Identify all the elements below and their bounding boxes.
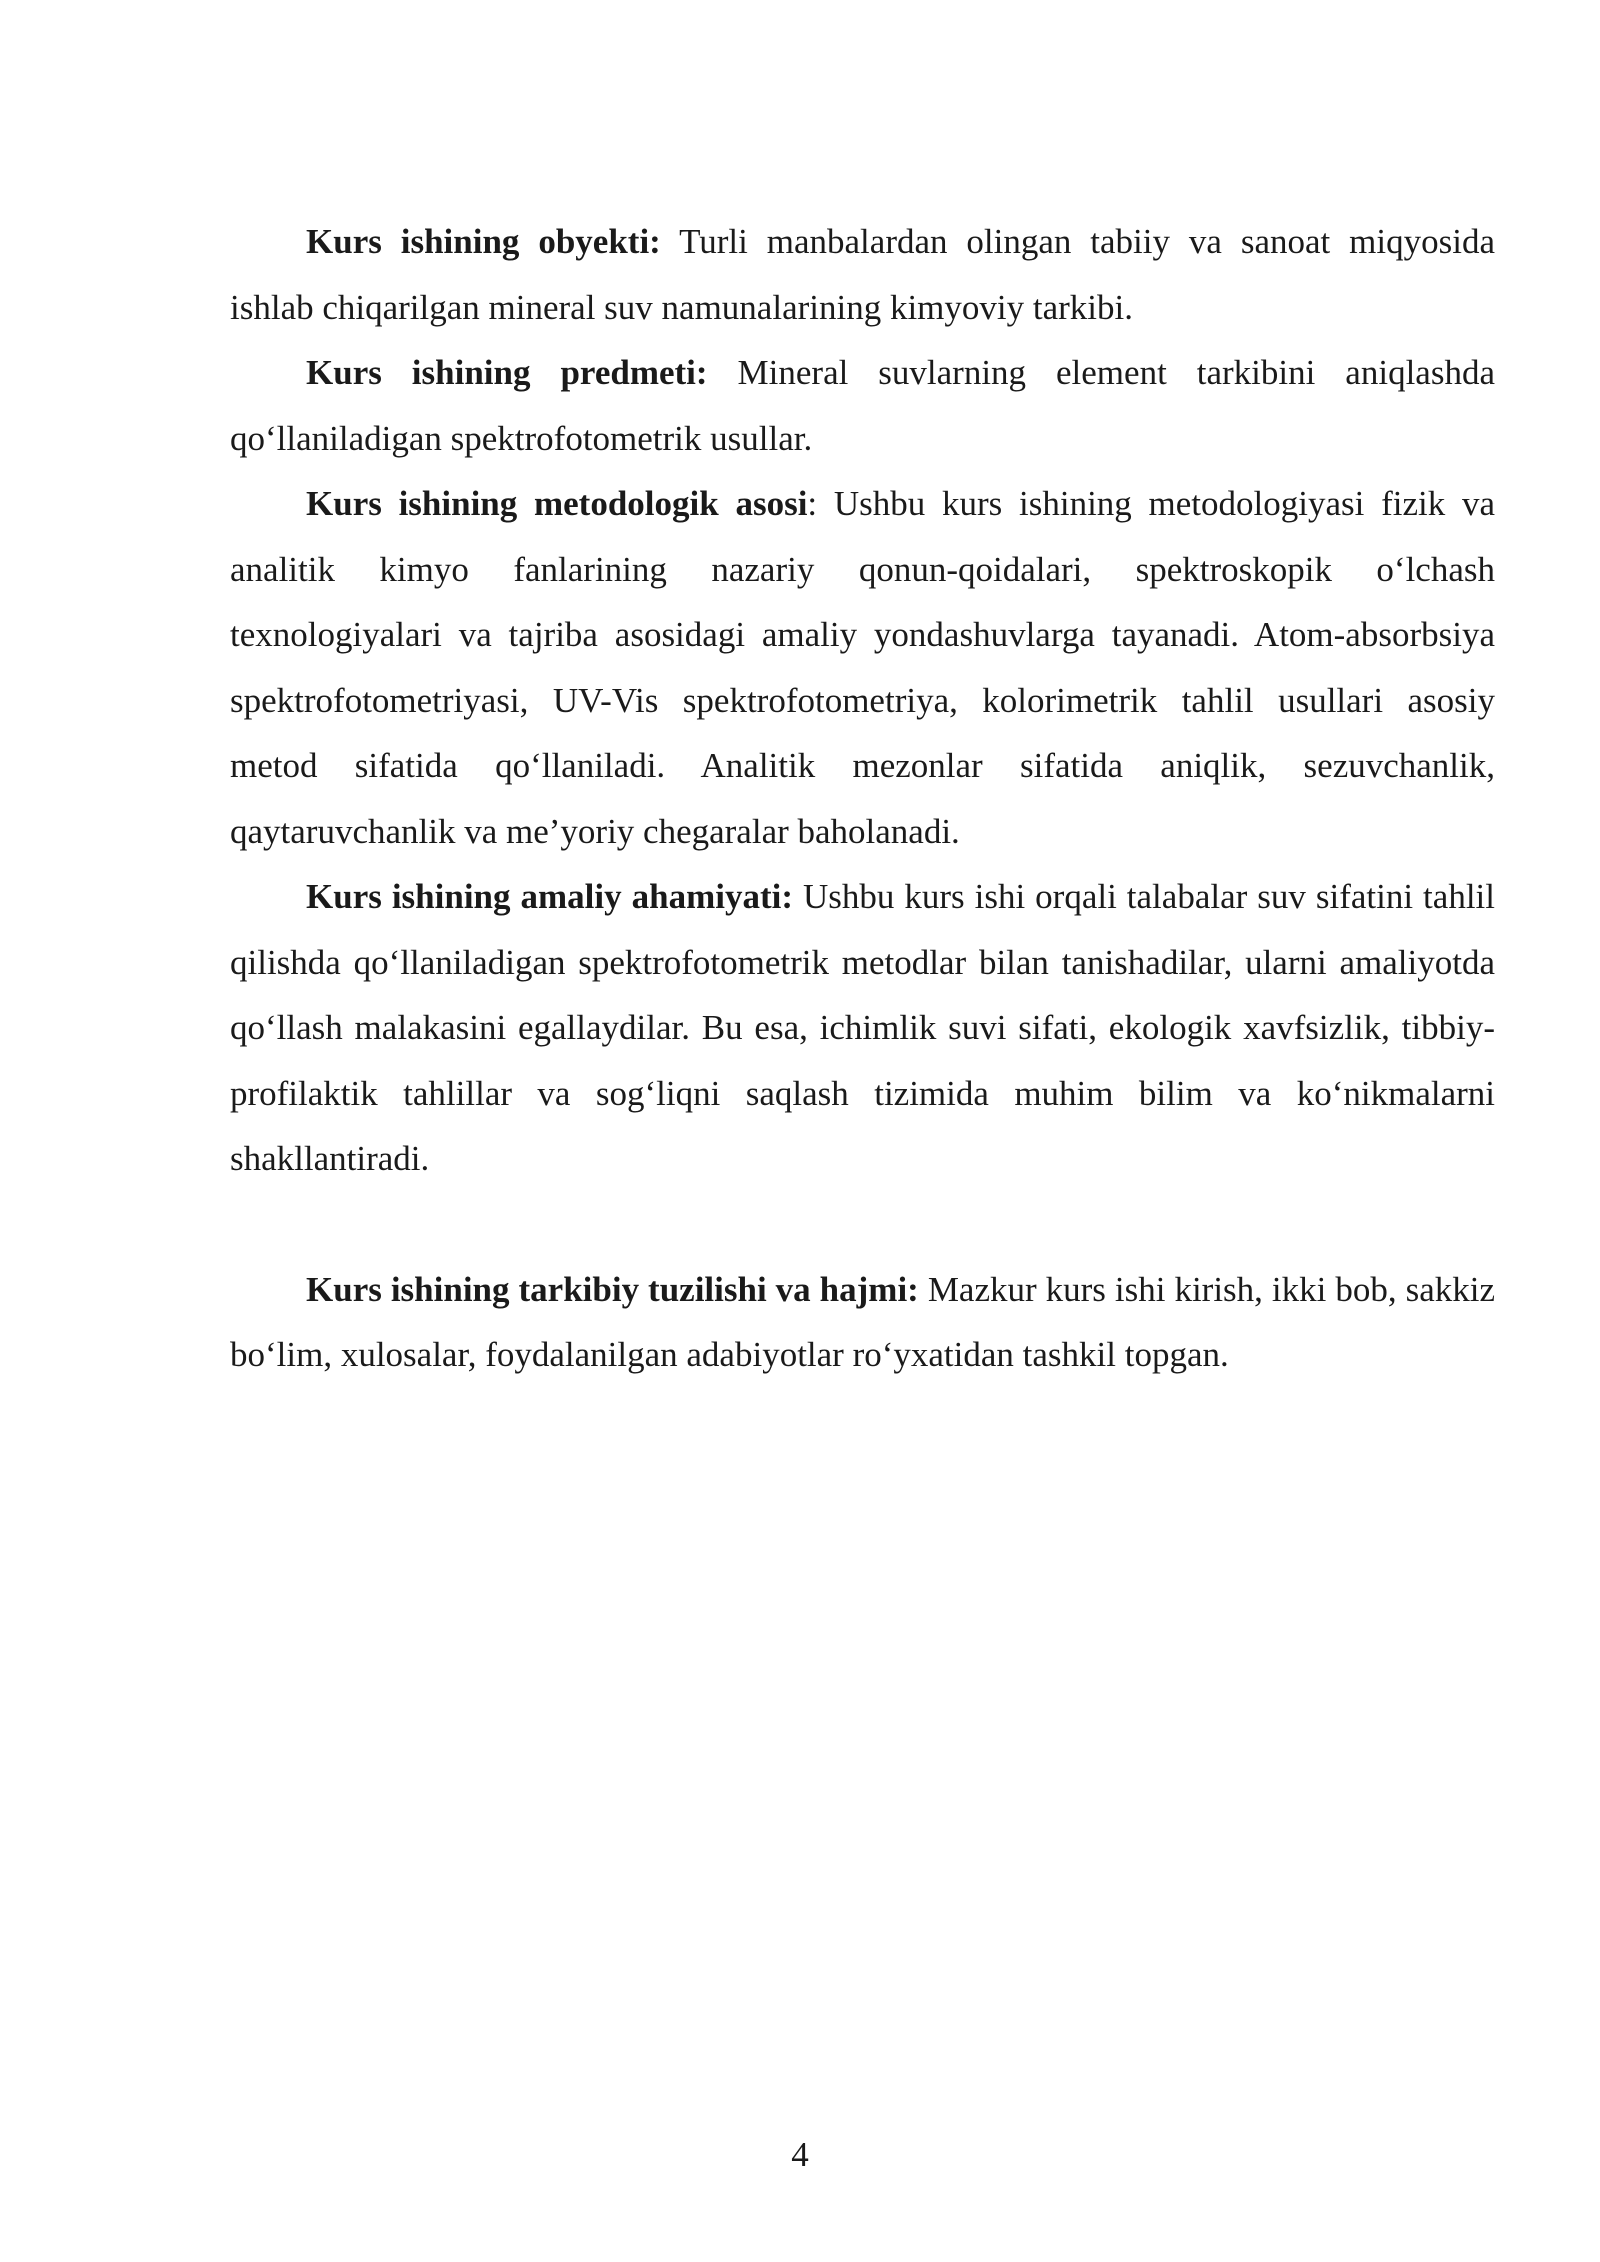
page-number: 4	[791, 2135, 809, 2174]
paragraph-text: Mazkur kurs ishi kirish, ikki bob, sakkiz bo‘lim, xulosalar, foydalanilgan adabiyotlar ro‘yxatidan tashkil topgan.	[230, 1269, 1495, 1374]
paragraph-text: Mineral suvlarning element tarkibini aniqlashda qo‘llaniladigan spektrofotometrik usullar.	[230, 353, 1495, 458]
paragraph-text: Turli manbalardan olingan tabiiy va sanoat miqyosida ishlab chiqarilgan mineral suv namunalarining kimyoviy tarkibi.	[230, 222, 1495, 327]
paragraph-text: Ushbu kurs ishi orqali talabalar suv sifatini tahlil qilishda qo‘llaniladigan spektrofotometrik metodlar bilan tanishadilar, ularni amaliyotda qo‘llash malakasini egallaydilar. Bu esa, ichimlik suvi sifati, ekologik xavfsizlik, tibbiy-profilaktik tahlillar va sog‘liqni saqlash tizimida muhim bilim va ko‘nikmalarni shakllantiradi.	[230, 877, 1495, 1178]
paragraph-heading: Kurs ishining metodologik asosi	[306, 484, 808, 523]
paragraph-object	[230, 209, 1495, 340]
paragraph-practical-significance	[230, 864, 1495, 1192]
paragraph-heading: Kurs ishining amaliy ahamiyati:	[306, 877, 793, 916]
paragraph-text: : Ushbu kurs ishining metodologiyasi fizik va analitik kimyo fanlarining nazariy qonun-qoidalari, spektroskopik o‘lchash texnologiyalari va tajriba asosidagi amaliy yondashuvlarga tayanadi. Atom-absorbsiya spektrofotometriyasi, UV-Vis spektrofotometriya, kolorimetrik tahlil usullari asosiy metod sifatida qo‘llaniladi. Analitik mezonlar sifatida aniqlik, sezuvchanlik, qaytaruvchanlik va me’yoriy chegaralar baholanadi.	[230, 484, 1495, 851]
page-body	[230, 209, 1495, 1388]
paragraph-structure	[230, 1257, 1495, 1388]
paragraph-subject	[230, 340, 1495, 471]
paragraph-methodology	[230, 471, 1495, 864]
paragraph-heading: Kurs ishining tarkibiy tuzilishi va hajmi:	[306, 1269, 919, 1309]
paragraph-heading: Kurs ishining obyekti:	[306, 222, 661, 261]
paragraph-heading: Kurs ishining predmeti:	[306, 353, 708, 392]
blank-line	[230, 1192, 1495, 1257]
